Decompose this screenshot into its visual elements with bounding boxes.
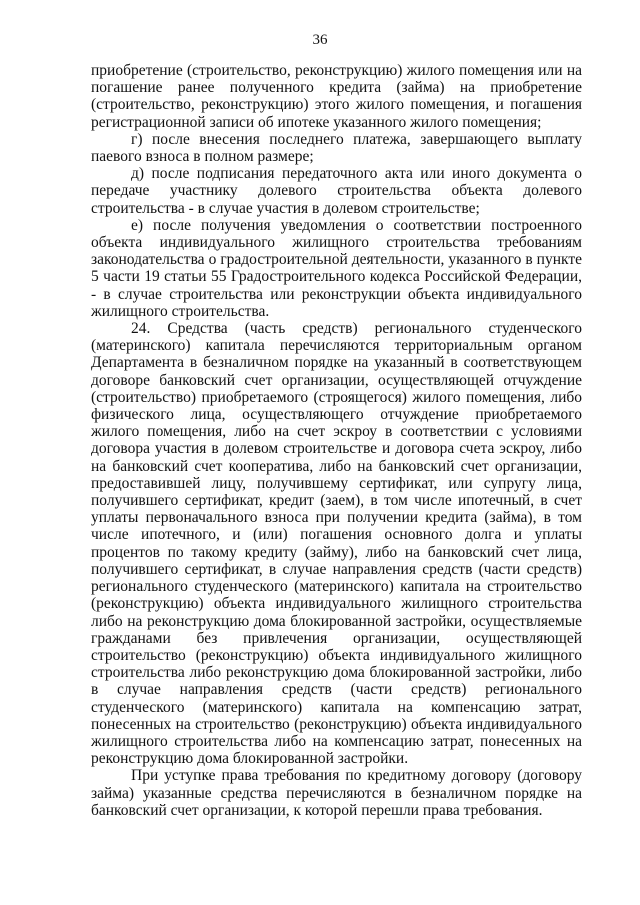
page-number: 36 <box>312 32 328 48</box>
paragraph-item-e: е) после получения уведомления о соответствии построенного объекта индивидуального жилищного строительства требованиям законодательства о градостроительной деятельности, указанного в пункте 5 части 19 статьи 55 Градостроительного кодекса Российской Федерации, - в случае строительства или реконструкции объекта индивидуального жилищного строительства. <box>91 216 582 320</box>
paragraph-item-g: г) после внесения последнего платежа, завершающего выплату паевого взноса в полном размере; <box>91 130 582 166</box>
paragraph-item-d: д) после подписания передаточного акта или иного документа о передаче участнику долевого строительства объекта долевого строительства - в случае участия в долевом строительстве; <box>91 165 582 217</box>
body-text <box>91 62 582 819</box>
paragraph-continuation: приобретение (строительство, реконструкцию) жилого помещения или на погашение ранее полученного кредита (займа) на приобретение (строительство, реконструкцию) этого жилого помещения, и погашения регистрационной записи об ипотеке указанного жилого помещения; <box>91 62 582 131</box>
paragraph-24: 24. Средства (часть средств) регионального студенческого (материнского) капитала перечисляются территориальным органом Департамента в безналичном порядке на указанный в соответствующем договоре банковский счет организации, осуществляющей отчуждение (строительство) приобретаемого (строящегося) жилого помещения, либо физического лица, осуществляющего отчуждение приобретаемого жилого помещения, либо на счет эскроу в соответствии с условиями договора участия в долевом строительстве и договора счета эскроу, либо на банковский счет кооператива, либо на банковский счет организации, предоставившей лицу, получившему сертификат, или супругу лица, получившего сертификат, кредит (заем), в том числе ипотечный, в счет уплаты первоначального взноса при получении кредита (займа), в том числе ипотечного, и (или) погашения основного долга и уплаты процентов по такому кредиту (займу), либо на банковский счет лица, получившего сертификат, в случае направления средств (части средств) регионального студенческого (материнского) капитала на строительство (реконструкцию) объекта индивидуального жилищного строительства либо на реконструкцию дома блокированной застройки, осуществляемые гражданами без привлечения организации, осуществляющей строительство (реконструкцию) объекта индивидуального жилищного строительства либо реконструкцию дома блокированной застройки, либо в случае направления средств (части средств) регионального студенческого (материнского) капитала на компенсацию затрат, понесенных на строительство (реконструкцию) объекта индивидуального жилищного строительства либо на компенсацию затрат, понесенных на реконструкцию дома блокированной застройки. <box>91 320 582 768</box>
paragraph-assignment: При уступке права требования по кредитному договору (договору займа) указанные средства перечисляются в безналичном порядке на банковский счет организации, к которой перешли права требования. <box>91 767 582 819</box>
